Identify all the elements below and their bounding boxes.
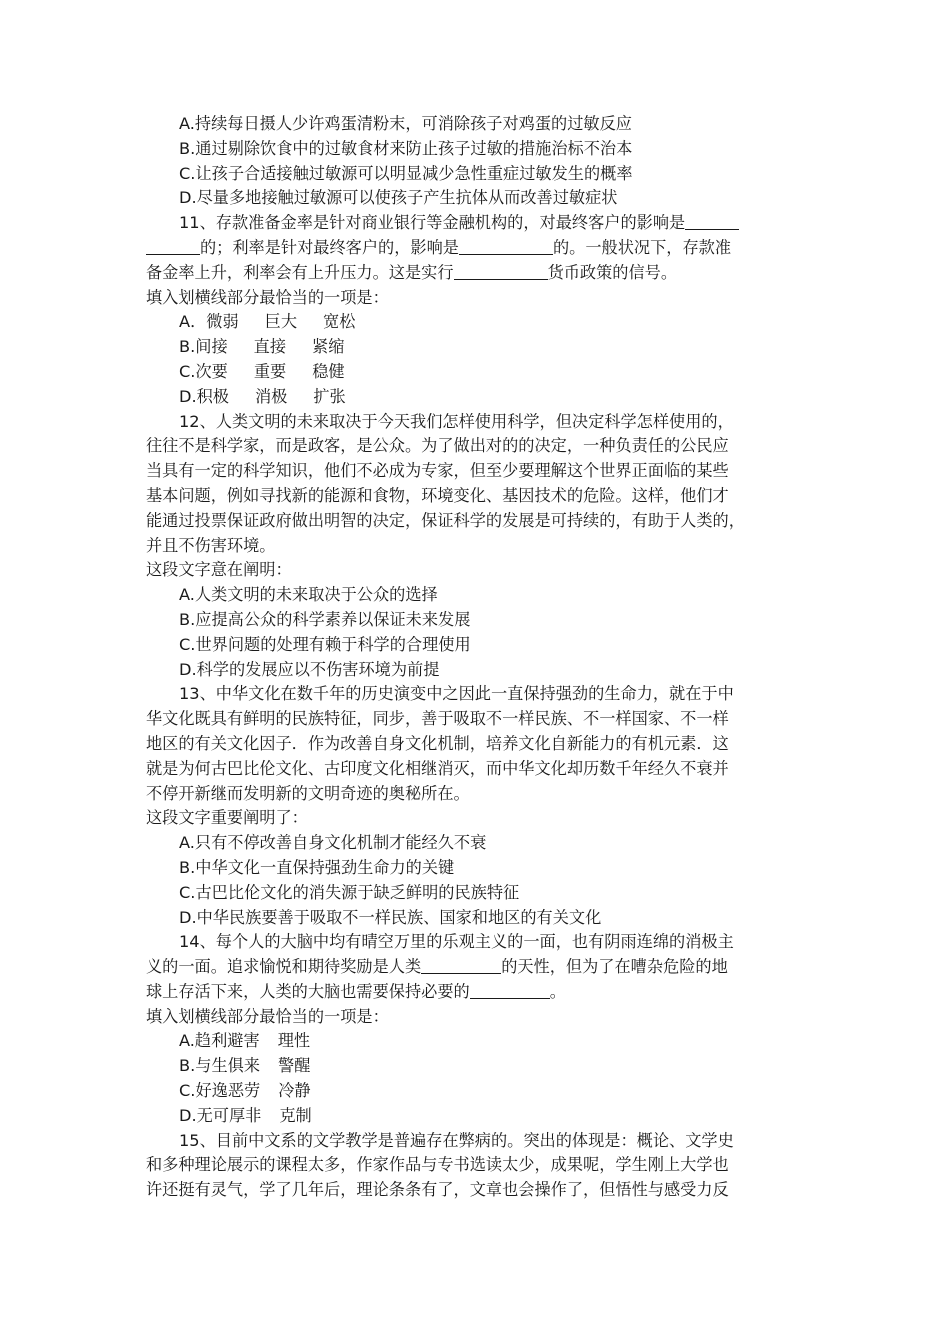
q10-option-c: C.让孩子合适接触过敏源可以明显减少急性重症过敏发生的概率 [179,163,633,183]
q15-stem-line-1: 15、目前中文系的文学教学是普遍存在弊病的。突出的体现是：概论、文学史 [179,1130,734,1150]
q13-stem-line-3: 地区的有关文化因子．作为改善自身文化机制，培养文化自新能力的有机元素．这 [146,733,729,753]
q13-option-b: B.中华文化一直保持强劲生命力的关键 [179,857,455,877]
q13-prompt: 这段文字重要阐明了： [146,808,308,828]
q12-stem-line-6: 并且不伤害环境。 [146,535,276,555]
q11-option-d [146,385,814,410]
q11-stem-line-1 [146,211,814,236]
q11-option-c-1: C.次要 [179,361,228,381]
q14-option-b-2: 警醒 [278,1056,311,1076]
q12-option-b: B.应提高公众的科学素养以保证未来发展 [179,609,471,629]
q14-option-c [146,1079,814,1104]
q12-stem-line-5: 能通过投票保证政府做出明智的决定，保证科学的发展是可持续的，有助于人类的， [146,510,745,530]
q11-option-c-2: 重要 [253,361,287,381]
q12-stem-line-1: 12、人类文明的未来取决于今天我们怎样使用科学，但决定科学怎样使用的， [179,411,734,431]
q14-option-d-1: D.无可厚非 [179,1105,262,1125]
q14-blank-1 [421,957,501,974]
q14-prompt: 填入划横线部分最恰当的一项是： [146,1006,389,1026]
q11-stem-text-5: 货币政策的信号。 [547,262,678,282]
q12-prompt: 这段文字意在阐明： [146,560,292,580]
q14-option-c-1: C.好逸恶劳 [179,1081,261,1101]
q11-blank-3 [454,263,548,280]
q14-stem-text-3b: 。 [549,981,566,1001]
q14-stem-text-3a: 球上存活下来，人类的大脑也需要保持必要的 [146,981,470,1001]
q11-option-d-2: 消极 [255,386,288,406]
q14-stem-text-2a: 义的一面。追求愉悦和期待奖励是人类 [146,957,422,977]
q13-option-d: D.中华民族要善于吸取不一样民族、国家和地区的有关文化 [179,907,602,927]
q11-option-b-3: 紧缩 [312,337,345,357]
q11-stem-text-2: 的；利率是针对最终客户的，影响是 [200,237,459,257]
q11-stem-line-2 [146,236,814,261]
q13-stem-line-4: 就是为何古巴比伦文化、古印度文化相继消灭，而中华文化却历数千年经久不衰并 [146,758,729,778]
q11-blank-1a [685,213,739,230]
q10-option-a: A.持续每日摄人少许鸡蛋清粉末，可消除孩子对鸡蛋的过敏反应 [179,114,632,133]
q14-stem-line-3 [146,980,814,1005]
q13-stem-line-2: 华文化既具有鲜明的民族特征，同步，善于吸取不一样民族、不一样国家、不一样 [146,709,729,729]
q11-blank-1b [146,238,200,255]
q14-stem-text-2b: 的天性，但为了在嘈杂危险的地 [501,957,728,977]
q13-option-c: C.古巴比伦文化的消失源于缺乏鲜明的民族特征 [179,882,520,902]
q11-stem-text-3: 的。一般状况下，存款准 [553,237,732,257]
q11-option-b [146,335,814,360]
q14-option-c-2: 冷静 [278,1081,311,1101]
q14-option-b [146,1054,814,1079]
q11-option-b-2: 直接 [253,337,287,357]
q10-option-b: B.通过剔除饮食中的过敏食材来防止孩子过敏的措施治标不治本 [179,138,633,158]
q11-stem-line-3 [146,261,814,286]
q14-option-d-2: 克制 [279,1105,312,1125]
q11-option-b-1: B.间接 [179,337,228,357]
q14-option-a-1: A.趋利避害 [179,1031,260,1051]
q12-option-c: C.世界问题的处理有赖于科学的合理使用 [179,634,471,654]
q11-option-d-3: 扩张 [313,386,346,406]
q11-option-a-3: 宽松 [323,312,356,332]
q14-stem-line-2 [146,955,814,980]
q12-option-a: A.人类文明的未来取决于公众的选择 [179,585,438,605]
q12-stem-line-4: 基本问题，例如寻找新的能源和食物，环境变化、基因技术的危险。这样，他们才 [146,485,729,505]
q14-option-b-1: B.与生俱来 [179,1056,261,1076]
q11-option-d-1: D.积极 [179,386,229,406]
q14-option-a-2: 理性 [277,1031,311,1051]
q14-option-d [146,1104,814,1129]
q11-blank-2 [459,238,553,255]
q11-option-c-3: 稳健 [312,361,345,381]
q10-option-d: D.尽量多地接触过敏源可以使孩子产生抗体从而改善过敏症状 [179,188,618,208]
q14-option-a [146,1029,814,1054]
q11-option-a-1: A．微弱 [179,312,239,332]
q13-stem-line-5: 不停开新继而发明新的文明奇迹的奥秘所在。 [146,783,470,803]
q11-option-a-2: 巨大 [264,312,298,332]
q15-stem-line-3: 许还挺有灵气，学了几年后，理论条条有了，文章也会操作了，但悟性与感受力反 [146,1180,729,1200]
q11-stem-text-4: 备金率上升，利率会有上升压力。这是实行 [146,262,454,282]
q13-stem-line-1: 13、中华文化在数千年的历史演变中之因此一直保持强劲的生命力，就在于中 [179,684,734,704]
q11-stem-text-1: 11、存款准备金率是针对商业银行等金融机构的，对最终客户的影响是 [179,213,686,233]
q13-option-a: A.只有不停改善自身文化机制才能经久不衰 [179,833,487,853]
q12-stem-line-2: 往往不是科学家，而是政客，是公众。为了做出对的的决定，一种负责任的公民应 [146,436,729,456]
q14-blank-2 [470,982,550,999]
q11-option-c [146,360,814,385]
q11-option-a [146,310,814,335]
q11-prompt: 填入划横线部分最恰当的一项是： [146,287,389,307]
q14-stem-line-1: 14、每个人的大脑中均有晴空万里的乐观主义的一面，也有阴雨连绵的消极主 [179,932,734,952]
q15-stem-line-2: 和多种理论展示的课程太多，作家作品与专书选读太少，成果呢，学生刚上大学也 [146,1155,729,1175]
q12-stem-line-3: 当具有一定的科学知识，他们不必成为专家，但至少要理解这个世界正面临的某些 [146,461,729,481]
q12-option-d: D.科学的发展应以不伤害环境为前提 [179,659,440,679]
document-body [146,112,814,1203]
